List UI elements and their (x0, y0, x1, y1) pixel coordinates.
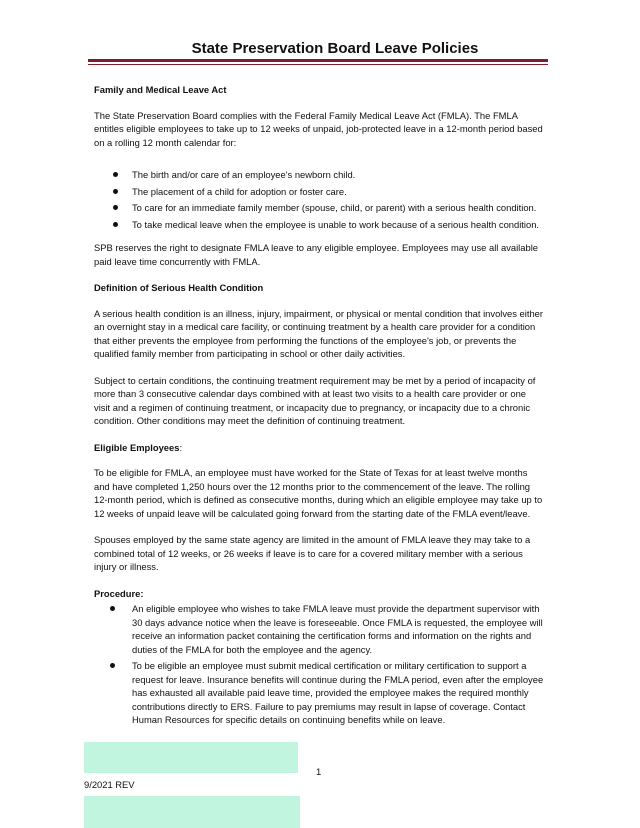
list-item: The placement of a child for adoption or foster care. (132, 185, 544, 199)
list-item: To care for an immediate family member (spouse, child, or parent) with a serious health condition. (132, 201, 544, 215)
eligible-paragraph-2: Spouses employed by the same state agency are limited in the amount of FMLA leave they may take to a combined total of 12 weeks, or 26 weeks if leave is to care for a covered military member with a serious injury or illness. (94, 534, 531, 572)
list-item: To be eligible an employee must submit medical certification or military certification to support a request for leave. Insurance benefits will continue during the FMLA period, even after the employee has exhausted all available paid leave time, provided the employee makes the required monthly contributions directly to ERS. Failure to pay premiums may result in lapse of coverage. Contact Human Resources for specific details on continuing benefits while on leave. (132, 660, 544, 725)
fmla-reasons-list (94, 168, 544, 231)
fmla-intro: The State Preservation Board complies with the Federal Family Medical Leave Act (FMLA). The FMLA entitles eligible employees to take up to 12 weeks of unpaid, job-protected leave in a 12-month period based on a rolling 12 month calendar for: (94, 109, 543, 148)
highlight-block (84, 796, 300, 828)
eligible-heading-text: Eligible Employees (94, 441, 180, 453)
page-number: 1 (316, 766, 322, 777)
eligible-paragraph-1: To be eligible for FMLA, an employee must have worked for the State of Texas for at least twelve months and have completed 1,250 hours over the 12 months prior to the commencement of the leave. The rolling 12-month period, which is defined as consecutive months, during which an eligible employee may take up to 12 weeks of unpaid leave will be calculated going forward from the starting date of the FMLA event/leave. (94, 467, 543, 519)
fmla-heading: Family and Medical Leave Act (94, 84, 227, 95)
revision-label: 9/2021 REV (84, 779, 135, 790)
title-rule-thick (88, 59, 548, 62)
fmla-closing: SPB reserves the right to designate FMLA leave to any eligible employee. Employees may use all available paid leave time concurrently with FMLA. (94, 242, 538, 267)
procedure-heading: Procedure: (94, 587, 144, 599)
highlight-block (84, 742, 298, 773)
serious-heading: Definition of Serious Health Condition (94, 282, 264, 293)
serious-paragraph-2: Subject to certain conditions, the continuing treatment requirement may be met by a period of incapacity of more than 3 consecutive calendar days combined with at least two visits to a health care provider or one visit and a regimen of continuing treatment, or incapacity due to pregnancy, or incapacity due to a chronic condition. Other conditions may meet the definition of continuing treatment. (94, 374, 536, 426)
procedure-list (94, 602, 544, 727)
document-body (94, 83, 544, 730)
eligible-heading-colon: : (179, 441, 183, 453)
eligible-heading (94, 441, 544, 455)
page-title: State Preservation Board Leave Policies (191, 40, 479, 57)
serious-paragraph-1: A serious health condition is an illness, injury, impairment, or physical or mental condition that involves either an overnight stay in a medical care facility, or continuing treatment by a health care provider for a condition that either prevents the employee from performing the functions of the employee's job, or prevents the qualified family member from participating in school or other daily activities. (94, 307, 544, 359)
title-rule-thin (88, 64, 548, 65)
list-item: To take medical leave when the employee is unable to work because of a serious health condition. (132, 218, 544, 232)
list-item: The birth and/or care of an employee's newborn child. (132, 168, 544, 182)
list-item: An eligible employee who wishes to take FMLA leave must provide the department supervisor with 30 days advance notice when the leave is foreseeable. Once FMLA is requested, the employee will receive an information packet containing the certification forms and information on the rights and duties of the FMLA for both the employee and the agency. (132, 603, 543, 655)
